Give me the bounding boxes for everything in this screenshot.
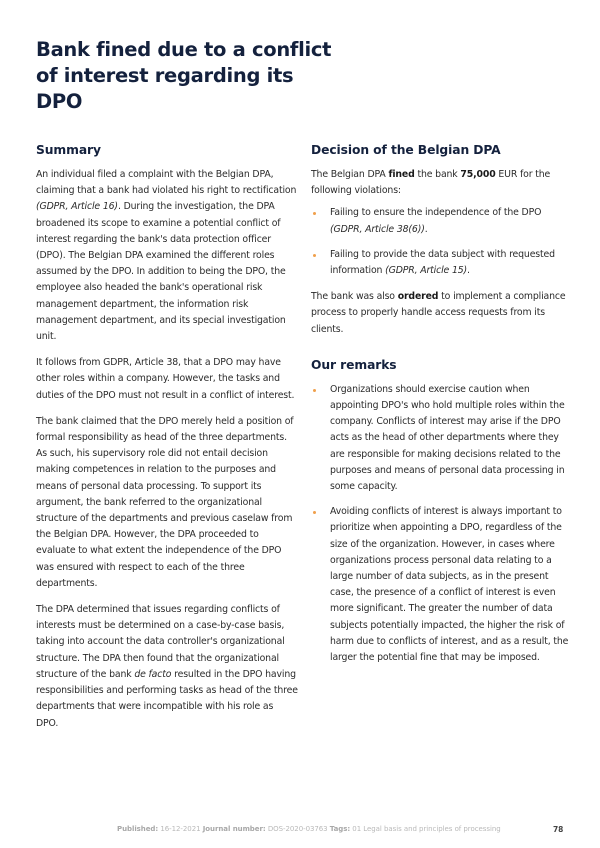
bullet-dot-icon xyxy=(313,254,316,257)
bullet-dot-icon xyxy=(313,212,316,215)
remark-item xyxy=(311,382,569,495)
text: The Belgian DPA xyxy=(311,169,389,180)
text: EUR for the following violations: xyxy=(311,169,551,197)
text: Failing to provide the data subject with requested information xyxy=(330,248,555,277)
decision-column xyxy=(311,142,569,666)
remarks-heading: Our remarks xyxy=(311,357,397,372)
text: The bank was also xyxy=(311,291,398,303)
tags-value: 01 Legal basis and principles of processing xyxy=(352,825,501,833)
decision-intro xyxy=(311,167,569,199)
summary-paragraph-4 xyxy=(36,602,298,732)
published-label: Published: xyxy=(117,825,159,833)
text: Organizations should exercise caution when appointing DPO's who hold multiple roles within the company. Conflicts of interest may arise if the DPO acts as the head of other departments where they are responsible for making decisions related to the purposes and means of personal data processing in some capacity. xyxy=(330,383,565,493)
citation: (GDPR, Article 16) xyxy=(36,201,118,213)
citation: (GDPR, Article 15) xyxy=(385,265,468,277)
page-number: 78 xyxy=(553,825,564,834)
bullet-dot-icon xyxy=(313,511,316,514)
text: The DPA determined that issues regarding conflicts of interests must be determined on a case-by-case basis, taking into account the data controller's organizational structure. The DPA then found that the organizational structure of the bank xyxy=(36,604,285,680)
summary-paragraph-2: It follows from GDPR, Article 38, that a DPO may have other roles within a company. However, the tasks and duties of the DPO must not result in a conflict of interest. xyxy=(36,357,295,401)
text: Avoiding conflicts of interest is always important to prioritize when appointing a DPO, regardless of the size of the organization. However, in cases where organizations process personal data relating to a large number of data subjects, as in the present case, the presence of a conflict of interest is even more significant. The greater the number of data subjects potentially impacted, the higher the risk of harm due to conflicts of interest, and as a result, the larger the potential fine that may be imposed. xyxy=(330,506,569,664)
summary-paragraph-1 xyxy=(36,167,298,345)
summary-heading: Summary xyxy=(36,143,101,157)
published-date: 16-12-2021 xyxy=(160,825,201,833)
text: . xyxy=(424,223,428,235)
bullet-dot-icon xyxy=(313,389,316,392)
journal-number: DOS-2020-03763 xyxy=(267,825,328,833)
text: Failing to ensure the independence of the DPO xyxy=(330,207,542,219)
fine-amount: 75,000 xyxy=(460,169,496,180)
italic-term: de facto xyxy=(134,668,172,680)
footer-meta xyxy=(117,825,501,833)
summary-column xyxy=(36,142,298,732)
decision-heading: Decision of the Belgian DPA xyxy=(311,143,501,157)
fined-emphasis: fined xyxy=(388,169,415,180)
citation: (GDPR, Article 38(6)) xyxy=(330,223,425,235)
text: resulted in the DPO having responsibilities and performing tasks as head of the three departments that were incompatible with his role as DPO. xyxy=(36,668,298,729)
text: . xyxy=(467,265,470,277)
text: the bank xyxy=(414,169,461,180)
journal-label: Journal number: xyxy=(202,825,266,833)
page-title: Bank fined due to a conflict of interest regarding its DPO xyxy=(36,38,332,113)
summary-paragraph-3: The bank claimed that the DPO merely held a position of formal responsibility as head of the three departments. As such, his supervisory role did not entail decision making competences in relation to the purposes and means of personal data processing. To support its argument, the bank referred to the organizational structure of the departments and previous caselaw from the Belgian DPA. However, the DPA proceeded to evaluate to what extent the independence of the DPO was ensured with respect to each of the three departments. xyxy=(36,415,294,589)
violation-item xyxy=(311,247,569,279)
tags-label: Tags: xyxy=(329,825,351,833)
text: to implement a compliance process to properly handle access requests from its clients. xyxy=(311,291,566,335)
violation-item xyxy=(311,205,569,237)
decision-order xyxy=(311,289,569,338)
remark-item xyxy=(311,504,569,666)
remarks-list xyxy=(311,382,569,666)
ordered-emphasis: ordered xyxy=(397,291,439,303)
text: An individual filed a complaint with the Belgian DPA, claiming that a bank had violated his right to rectification xyxy=(36,169,297,197)
text: . During the investigation, the DPA broadened its scope to examine a potential conflict of interest regarding the bank's data protection officer (DPO). The Belgian DPA examined the different roles assumed by the DPO. In addition to being the DPO, the employee also headed the bank's operational risk management department, the information risk management department, and its special investigation unit. xyxy=(36,201,286,343)
violations-list xyxy=(311,205,569,279)
